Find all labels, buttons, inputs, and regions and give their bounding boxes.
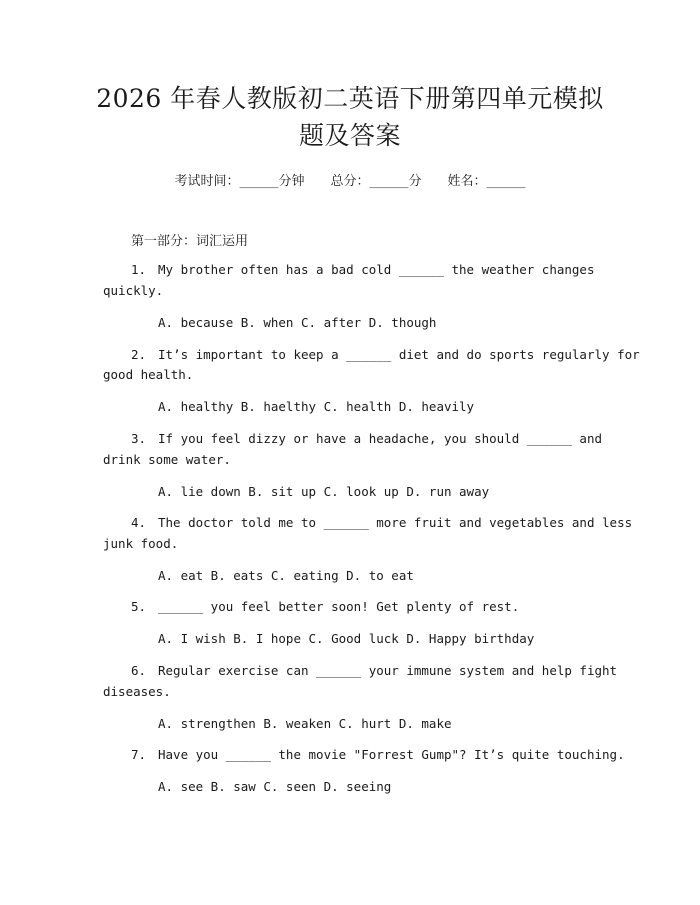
question-options: A. strengthen B. weaken C. hurt D. make [158,716,452,731]
question-text: It’s important to keep a ______ diet and do sports regularly for [158,347,640,362]
exam-time-field: 考试时间：______分钟 [174,174,305,189]
question-text: ______ you feel better soon! Get plenty of rest. [158,599,520,614]
question-text: Have you ______ the movie "Forrest Gump"? It’s quite touching. [158,747,625,762]
question-text-continued: drink some water. [103,452,231,467]
question-number: 3. [131,431,147,446]
question-number: 4. [131,515,147,530]
question-options: A. healthy B. haelthy C. health D. heavily [158,399,475,414]
question-text: The doctor told me to ______ more fruit and vegetables and less [158,515,633,530]
question-text: If you feel dizzy or have a headache, you should ______ and [158,431,603,446]
section-title: 第一部分：词汇运用 [131,234,249,249]
question-number: 5. [131,599,147,614]
question-text-continued: good health. [103,367,194,382]
question-text: My brother often has a bad cold ______ the weather changes [158,262,595,277]
question-options: A. I wish B. I hope C. Good luck D. Happy birthday [158,631,535,646]
page-title-line-1: 2026 年春人教版初二英语下册第四单元模拟 [96,84,604,113]
total-score-field: 总分：______分 [330,174,422,189]
question-number: 6. [131,663,147,678]
question-text-continued: junk food. [103,536,179,551]
question-options: A. eat B. eats C. eating D. to eat [158,568,414,583]
question-text: Regular exercise can ______ your immune system and help fight [158,663,618,678]
student-name-field: 姓名：______ [447,174,526,189]
page-title-line-2: 题及答案 [298,121,401,150]
question-number: 1. [131,262,147,277]
question-number: 7. [131,747,147,762]
question-text-continued: quickly. [103,283,164,298]
question-text-continued: diseases. [103,684,171,699]
question-options: A. see B. saw C. seen D. seeing [158,779,392,794]
exam-meta-row [0,170,700,189]
question-number: 2. [131,347,147,362]
question-options: A. because B. when C. after D. though [158,315,437,330]
question-options: A. lie down B. sit up C. look up D. run away [158,484,490,499]
